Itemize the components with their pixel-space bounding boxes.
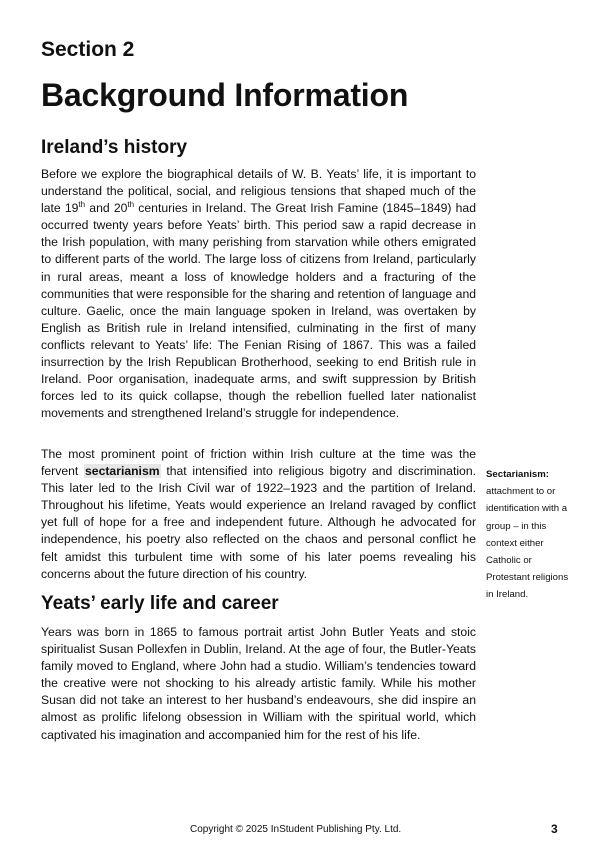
glossary-definition: attachment to or identification with a group – in this context either Catholic or Protestant religions in Ireland. [486,486,569,601]
footer-copyright: Copyright © 2025 InStudent Publishing Pty. Ltd. [190,824,402,835]
glossary-sidebar [486,466,572,604]
paragraph-ireland-history-1 [41,166,476,422]
paragraph-ireland-history-2 [41,446,476,583]
superscript: th [127,200,135,210]
section-label: Section 2 [41,38,135,61]
text-run: and 20 [85,201,128,216]
heading-irelands-history: Ireland’s history [41,137,188,158]
superscript: th [78,200,86,210]
text-run: The most prominent point of friction within Irish culture at the time was the fervent [41,447,476,479]
page-number: 3 [551,822,558,836]
heading-early-life: Yeats’ early life and career [41,593,279,614]
text-run: that intensified into religious bigotry and discrimination. This later led to the Irish Civil war of 1922–1923 and the partition of Ireland. Throughout his lifetime, Yeats would experience an Ireland ravaged by conflict yet full of hope for a free and independent future. Although he advocated for independence, his poetry also reflected on the chaos and personal conflict he felt amidst this turbulent time with some of his later poems revealing his concerns about the future direction of his country. [41,464,476,581]
page-title: Background Information [41,77,409,113]
paragraph-early-life: Years was born in 1865 to famous portrait artist John Butler Yeats and stoic spiritualist Susan Pollexfen in Dublin, Ireland. At the age of four, the Butler-Yeats family moved to England, where John had a studio. William’s tendencies toward the creative were not shocking to his already artistic family. While his mother Susan did not take an interest to her husband’s endeavours, she did inspire an almost as prolific lifelong obsession in William with the spiritual world, which captivated his imagination and accompanied him for the rest of his life. [41,625,476,742]
text-run: Before we explore the biographical details of W. B. Yeats’ life, it is important to understand the political, social, and religious tensions that shaped much of the late 19 [41,167,476,216]
highlighted-term-sectarianism: sectarianism [85,464,160,479]
text-run: centuries in Ireland. The Great Irish Famine (1845–1849) had occurred twenty years before Yeats’ birth. This period saw a rapid decrease in the Irish population, with many perishing from starvation while others emigrated to different parts of the world. The large loss of citizens from Ireland, particularly in rural areas, meant a loss of knowledge holders and a fracturing of the communities that were responsible for the sharing and retention of language and culture. Gaelic, once the main language spoken in Ireland, was overtaken by English as British rule in Ireland intensified, culminating in the first of many conflicts relevant to Yeats’ life: The Fenian Rising of 1867. This was a failed insurrection by the Irish Republican Brotherhood, seeking to end British rule in Ireland. Poor organisation, inadequate arms, and swift suppression by British forces led to its quick collapse, though the rebellion fuelled later nationalist movements and strengthened Ireland’s struggle for independence. [41,201,476,421]
glossary-term: Sectarianism: [486,469,549,480]
